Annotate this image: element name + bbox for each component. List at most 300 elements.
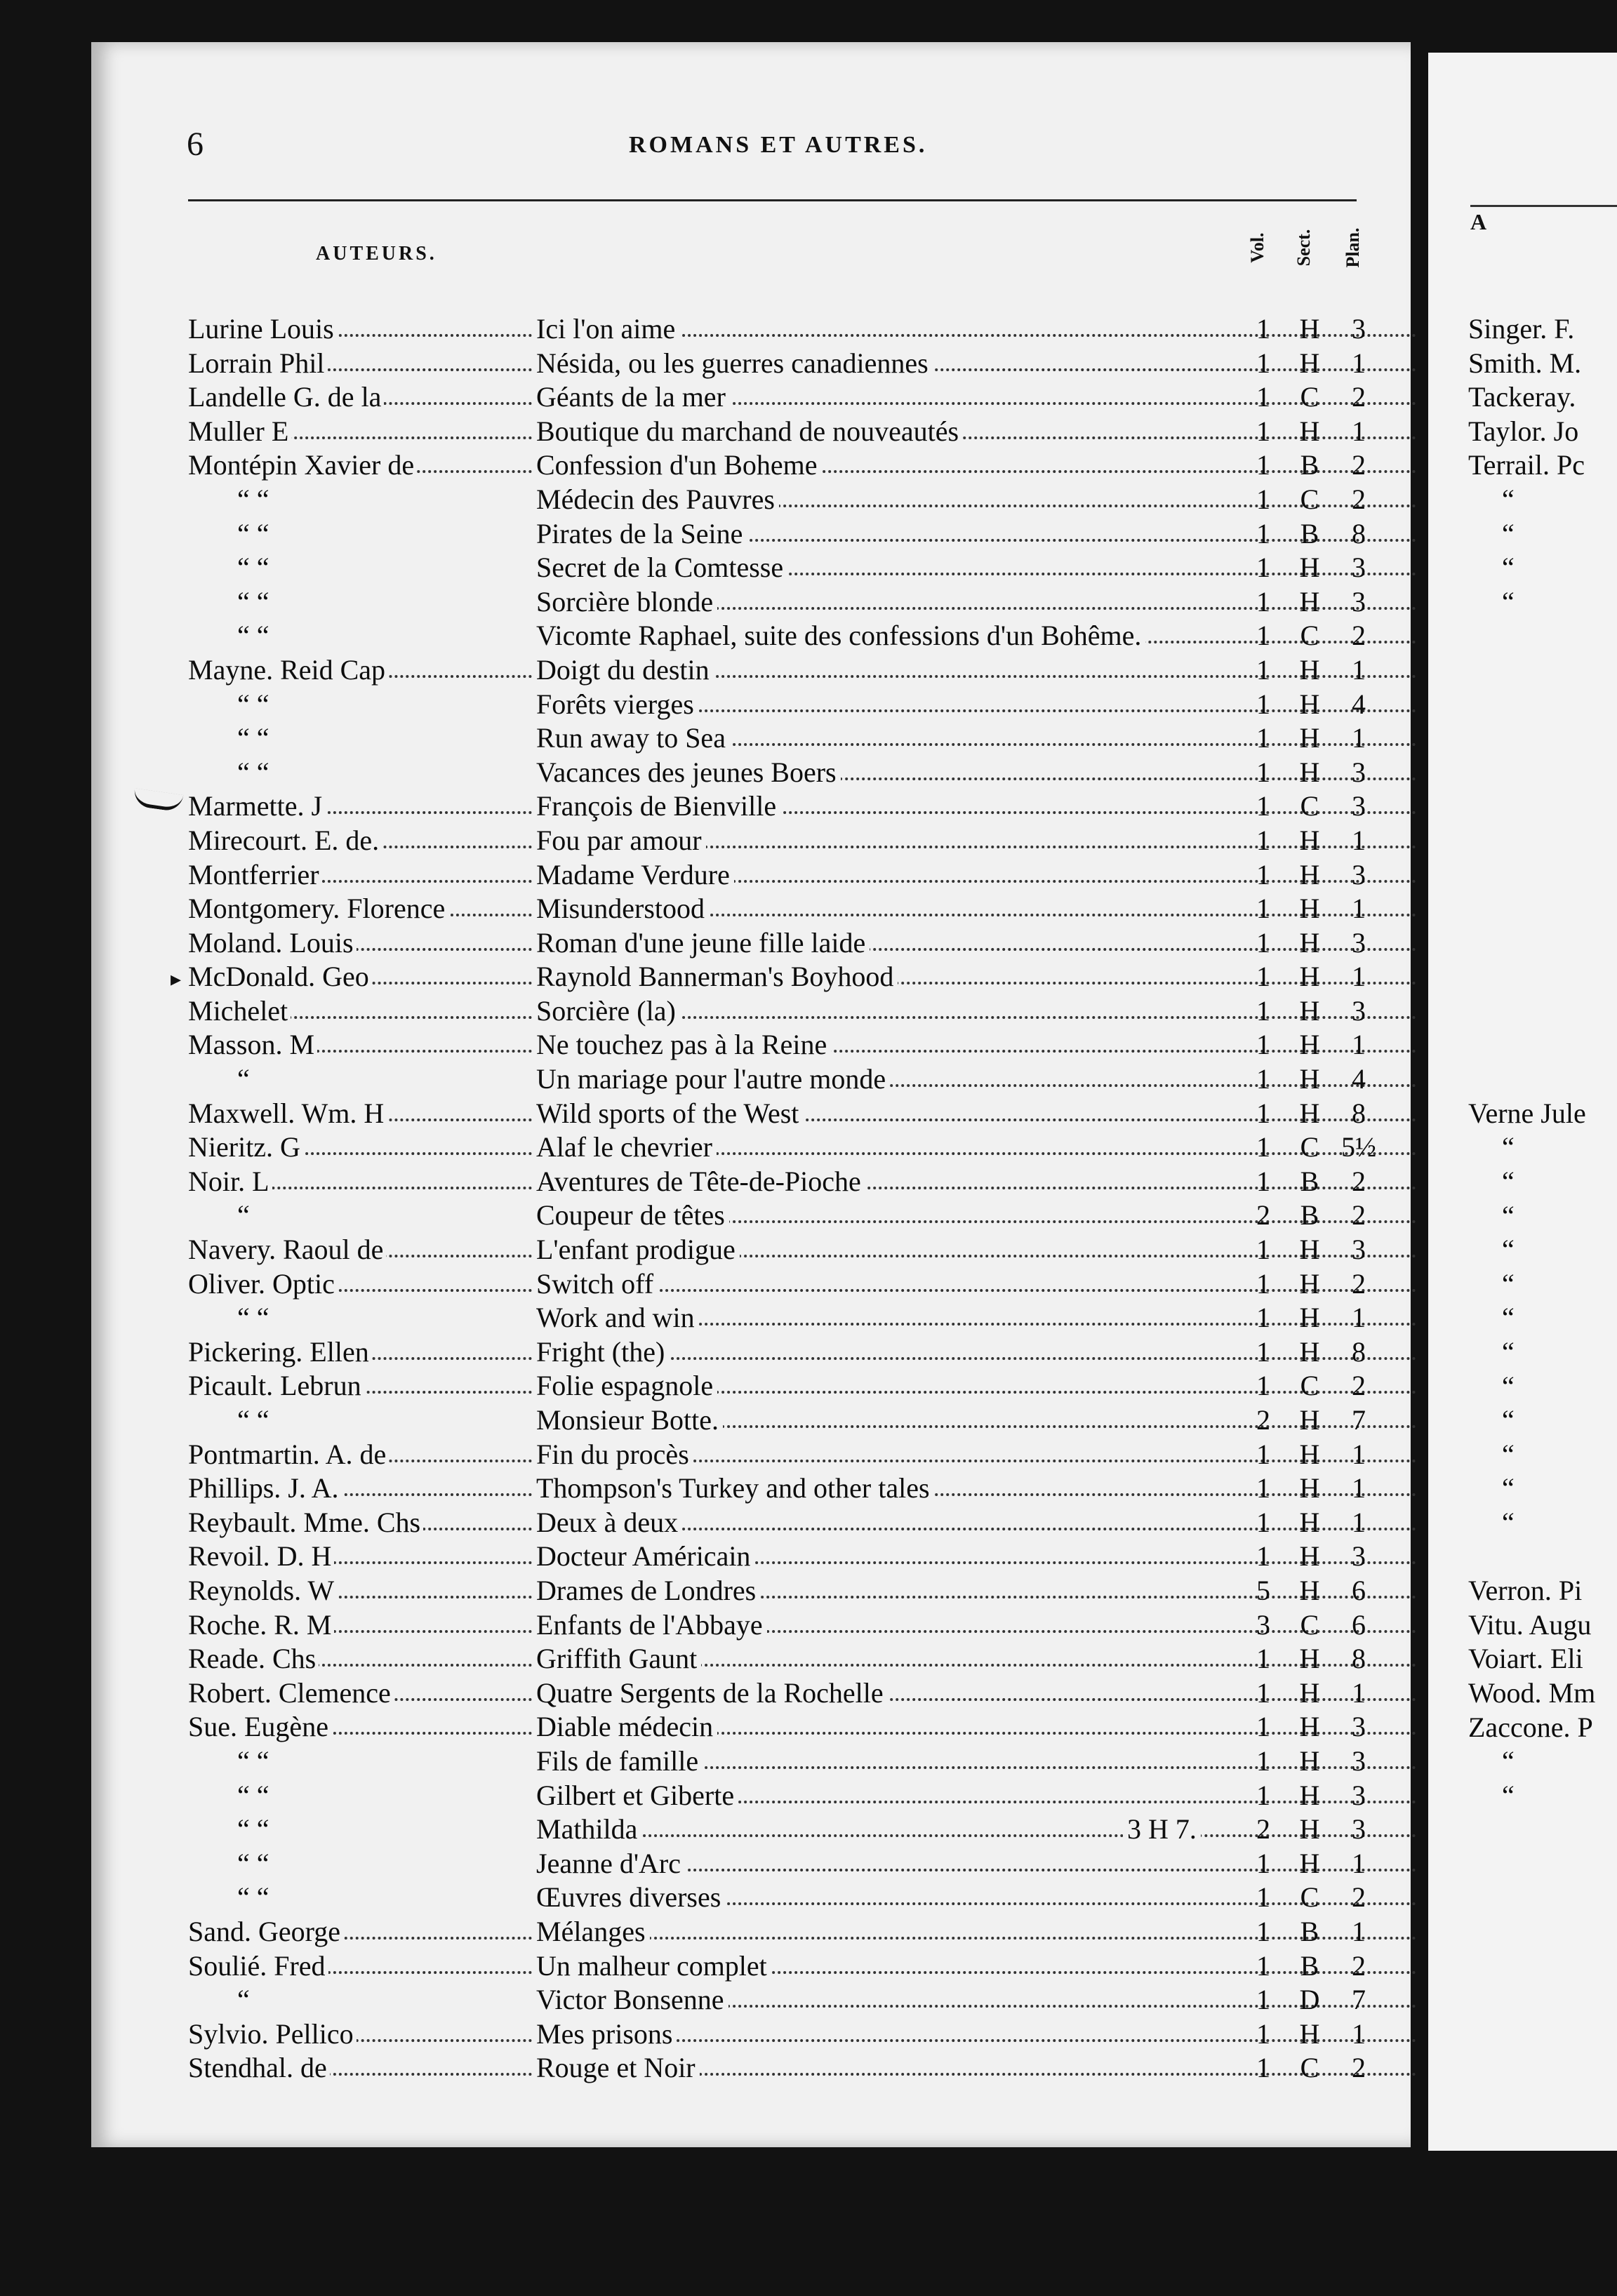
author-name: Mirecourt. E. de. xyxy=(188,825,382,856)
author-name: Reynolds. W xyxy=(188,1575,337,1606)
vol-cell: 1 xyxy=(1256,381,1270,413)
vol-cell: 1 xyxy=(1256,347,1270,379)
author-name: “ “ xyxy=(188,1404,272,1436)
author-cell xyxy=(188,1062,532,1095)
book-title: Drames de Londres xyxy=(536,1575,760,1606)
author-cell xyxy=(188,1471,532,1504)
vol-cell: 1 xyxy=(1256,961,1270,993)
author-name: “ xyxy=(188,1984,253,2015)
author-cell xyxy=(188,994,532,1027)
author-cell xyxy=(188,721,532,754)
plan-cell: 5½ xyxy=(1341,1131,1376,1163)
table-row xyxy=(188,1199,1381,1233)
right-page-entry: “ xyxy=(1502,1472,1515,1504)
plan-cell: 1 xyxy=(1352,961,1366,993)
author-cell xyxy=(188,312,532,345)
book-title: Quatre Sergents de la Rochelle xyxy=(536,1677,888,1709)
plan-cell: 7 xyxy=(1352,1404,1366,1436)
plan-cell: 3 xyxy=(1352,585,1366,618)
vol-cell: 1 xyxy=(1256,2017,1270,2050)
sect-cell: C xyxy=(1300,620,1319,652)
author-cell xyxy=(188,1097,532,1130)
table-row xyxy=(188,1710,1381,1744)
author-name: Soulié. Fred xyxy=(188,1950,328,1982)
sect-cell: C xyxy=(1300,1881,1319,1914)
sect-cell: H xyxy=(1299,1472,1320,1504)
author-name: Sylvio. Pellico xyxy=(188,2018,357,2050)
author-name: Landelle G. de la xyxy=(188,381,384,413)
catalog-table xyxy=(188,312,1381,2085)
book-title: Fright (the) xyxy=(536,1336,669,1368)
margin-note: 3 H 7. xyxy=(1123,1813,1201,1846)
book-title: Fou par amour xyxy=(536,825,706,856)
sect-cell: H xyxy=(1299,1676,1320,1709)
right-page-entry: Voiart. Eli xyxy=(1468,1643,1583,1675)
table-row xyxy=(188,2051,1381,2085)
book-title: Victor Bonsenne xyxy=(536,1984,728,2015)
author-cell xyxy=(188,960,532,993)
vol-cell: 1 xyxy=(1256,790,1270,822)
vol-cell: 1 xyxy=(1256,313,1270,345)
vol-cell: 1 xyxy=(1256,722,1270,754)
book-title: Secret de la Comtesse xyxy=(536,552,787,583)
vol-cell: 1 xyxy=(1256,1744,1270,1777)
table-row xyxy=(188,1540,1381,1574)
author-cell xyxy=(188,1233,532,1266)
vol-cell: 1 xyxy=(1256,1335,1270,1368)
author-name: Marmette. J xyxy=(188,790,325,822)
sect-cell: H xyxy=(1299,347,1320,379)
author-cell xyxy=(188,1199,532,1232)
vol-cell: 2 xyxy=(1256,1404,1270,1436)
plan-cell: 6 xyxy=(1352,1608,1366,1641)
sect-cell: C xyxy=(1300,483,1319,515)
table-row xyxy=(188,824,1381,858)
book-title: Diable médecin xyxy=(536,1711,717,1742)
author-name: Mayne. Reid Cap xyxy=(188,654,388,686)
sect-cell: H xyxy=(1299,653,1320,686)
sect-cell: B xyxy=(1300,1949,1319,1982)
right-page-entry: “ xyxy=(1502,517,1515,549)
plan-cell: 2 xyxy=(1352,1370,1366,1402)
vol-cell: 1 xyxy=(1256,1847,1270,1879)
sect-cell: C xyxy=(1300,1608,1319,1641)
table-row xyxy=(188,892,1381,926)
right-page-entry: “ xyxy=(1502,1131,1515,1163)
vol-cell: 1 xyxy=(1256,858,1270,890)
book-title: Docteur Américain xyxy=(536,1540,754,1572)
author-name: Picault. Lebrun xyxy=(188,1370,364,1401)
author-cell xyxy=(188,1881,532,1914)
sect-cell: H xyxy=(1299,1097,1320,1129)
vol-cell: 1 xyxy=(1256,1643,1270,1675)
header-rule xyxy=(188,199,1357,201)
table-row xyxy=(188,688,1381,722)
sect-cell: H xyxy=(1299,824,1320,856)
right-page-entry: Terrail. Pc xyxy=(1468,449,1585,481)
author-cell xyxy=(188,1710,532,1743)
sect-cell: H xyxy=(1299,858,1320,890)
right-page-entry: Smith. M. xyxy=(1468,347,1582,379)
book-title: Un malheur complet xyxy=(536,1950,771,1982)
table-row xyxy=(188,1097,1381,1131)
author-cell xyxy=(188,585,532,618)
sect-cell: B xyxy=(1300,449,1319,481)
author-name: Montépin Xavier de xyxy=(188,449,417,481)
right-page-entry: Verron. Pi xyxy=(1468,1575,1583,1607)
book-title: Deux à deux xyxy=(536,1507,682,1538)
author-name: Maxwell. Wm. H xyxy=(188,1097,387,1129)
sect-cell: H xyxy=(1299,961,1320,993)
book-title: Monsieur Botte. xyxy=(536,1404,723,1436)
vol-cell: 1 xyxy=(1256,1234,1270,1266)
author-cell xyxy=(188,517,532,550)
plan-cell: 3 xyxy=(1352,1711,1366,1743)
author-cell xyxy=(188,1267,532,1300)
table-row xyxy=(188,789,1381,824)
book-title: Alaf le chevrier xyxy=(536,1131,717,1163)
author-name: “ “ xyxy=(188,1780,272,1811)
book-title: Enfants de l'Abbaye xyxy=(536,1609,767,1641)
right-page-entry: “ xyxy=(1502,1302,1515,1334)
book-title: Roman d'une jeune fille laide xyxy=(536,927,870,959)
author-cell xyxy=(188,1130,532,1163)
handwritten-tick: ▸ xyxy=(171,968,182,991)
vol-cell: 1 xyxy=(1256,1165,1270,1197)
vol-cell: 1 xyxy=(1256,1915,1270,1947)
vol-cell: 1 xyxy=(1256,653,1270,686)
author-cell xyxy=(188,653,532,686)
table-row xyxy=(188,1779,1381,1813)
plan-cell: 2 xyxy=(1352,1199,1366,1232)
right-page-entry: “ xyxy=(1502,1234,1515,1266)
vol-cell: 2 xyxy=(1256,1813,1270,1846)
table-row xyxy=(188,2017,1381,2052)
author-cell xyxy=(188,892,532,925)
author-name: Sand. George xyxy=(188,1916,343,1947)
sect-column-header: Sect. xyxy=(1293,229,1314,267)
author-cell xyxy=(188,380,532,413)
table-row xyxy=(188,721,1381,756)
plan-cell: 4 xyxy=(1352,1063,1366,1095)
plan-cell: 1 xyxy=(1352,653,1366,686)
author-name: Pickering. Ellen xyxy=(188,1336,372,1368)
author-cell xyxy=(188,824,532,857)
sect-cell: H xyxy=(1299,1438,1320,1470)
table-row xyxy=(188,756,1381,790)
book-title: Gilbert et Giberte xyxy=(536,1780,738,1811)
author-cell xyxy=(188,1165,532,1198)
author-cell xyxy=(188,2017,532,2050)
table-row xyxy=(188,926,1381,961)
vol-cell: 1 xyxy=(1256,620,1270,652)
sect-cell: H xyxy=(1299,722,1320,754)
table-row xyxy=(188,653,1381,688)
author-name: Michelet xyxy=(188,995,291,1027)
book-title: Vacances des jeunes Boers xyxy=(536,756,841,788)
book-title: Thompson's Turkey and other tales xyxy=(536,1472,934,1504)
plan-cell: 3 xyxy=(1352,926,1366,959)
vol-cell: 1 xyxy=(1256,415,1270,447)
sect-cell: H xyxy=(1299,1813,1320,1846)
right-page-entry: Taylor. Jo xyxy=(1468,415,1579,447)
sect-cell: H xyxy=(1299,415,1320,447)
author-cell xyxy=(188,1369,532,1402)
sect-cell: H xyxy=(1299,1711,1320,1743)
book-title: Doigt du destin xyxy=(536,654,714,686)
table-row xyxy=(188,858,1381,893)
vol-cell: 1 xyxy=(1256,1370,1270,1402)
vol-cell: 2 xyxy=(1256,1199,1270,1232)
sect-cell: H xyxy=(1299,2017,1320,2050)
vol-cell: 1 xyxy=(1256,1540,1270,1573)
plan-cell: 3 xyxy=(1352,858,1366,890)
plan-cell: 1 xyxy=(1352,722,1366,754)
plan-cell: 3 xyxy=(1352,790,1366,822)
plan-cell: 3 xyxy=(1352,1779,1366,1811)
sect-cell: H xyxy=(1299,1847,1320,1879)
vol-cell: 1 xyxy=(1256,893,1270,925)
table-row xyxy=(188,1233,1381,1267)
table-row xyxy=(188,1881,1381,1915)
vol-cell: 1 xyxy=(1256,1472,1270,1504)
vol-cell: 1 xyxy=(1256,1267,1270,1300)
author-cell xyxy=(188,1642,532,1675)
author-cell xyxy=(188,1608,532,1641)
table-row xyxy=(188,994,1381,1029)
table-row xyxy=(188,1267,1381,1302)
book-title: Ne touchez pas à la Reine xyxy=(536,1029,831,1060)
table-row xyxy=(188,1915,1381,1949)
table-row xyxy=(188,1130,1381,1165)
table-row xyxy=(188,1471,1381,1506)
book-title: Mathilda xyxy=(536,1813,641,1845)
book-title: Médecin des Pauvres xyxy=(536,483,779,515)
author-cell xyxy=(188,926,532,959)
table-row xyxy=(188,1949,1381,1984)
plan-cell: 1 xyxy=(1352,1302,1366,1334)
author-name: “ “ xyxy=(188,722,272,754)
vol-cell: 1 xyxy=(1256,585,1270,618)
authors-column-header: AUTEURS. xyxy=(316,243,437,265)
vol-cell: 1 xyxy=(1256,1881,1270,1914)
sect-cell: C xyxy=(1300,1370,1319,1402)
author-name: McDonald. Geo xyxy=(188,961,372,992)
book-title: Madame Verdure xyxy=(536,859,734,890)
author-cell xyxy=(188,551,532,584)
vol-cell: 1 xyxy=(1256,2052,1270,2084)
vol-cell: 1 xyxy=(1256,1302,1270,1334)
plan-cell: 3 xyxy=(1352,552,1366,584)
author-name: “ “ xyxy=(188,688,272,720)
vol-cell: 1 xyxy=(1256,1063,1270,1095)
author-name: Moland. Louis xyxy=(188,927,357,959)
sect-cell: B xyxy=(1300,1165,1319,1197)
book-title: Sorcière (la) xyxy=(536,995,680,1027)
plan-cell: 2 xyxy=(1352,1267,1366,1300)
table-row xyxy=(188,1642,1381,1676)
book-title: François de Bienville xyxy=(536,790,780,822)
sect-cell: C xyxy=(1300,2052,1319,2084)
sect-cell: H xyxy=(1299,1744,1320,1777)
plan-cell: 8 xyxy=(1352,1097,1366,1129)
author-cell xyxy=(188,448,532,481)
author-name: Muller E xyxy=(188,415,291,447)
plan-cell: 3 xyxy=(1352,1744,1366,1777)
sect-cell: H xyxy=(1299,926,1320,959)
vol-cell: 3 xyxy=(1256,1608,1270,1641)
plan-cell: 8 xyxy=(1352,1643,1366,1675)
right-page-entry: “ xyxy=(1502,1404,1515,1436)
book-title: Géants de la mer xyxy=(536,381,730,413)
right-page-entry: “ xyxy=(1502,1507,1515,1538)
page-number: 6 xyxy=(187,126,204,163)
plan-cell: 3 xyxy=(1352,1540,1366,1573)
sect-cell: H xyxy=(1299,893,1320,925)
author-cell xyxy=(188,1676,532,1709)
plan-cell: 2 xyxy=(1352,1165,1366,1197)
sect-cell: H xyxy=(1299,1643,1320,1675)
sect-cell: C xyxy=(1300,381,1319,413)
plan-cell: 1 xyxy=(1352,1472,1366,1504)
author-cell xyxy=(188,415,532,448)
plan-cell: 7 xyxy=(1352,1984,1366,2016)
author-cell xyxy=(188,1028,532,1061)
table-row xyxy=(188,1983,1381,2017)
vol-cell: 5 xyxy=(1256,1574,1270,1606)
author-cell xyxy=(188,2051,532,2084)
book-title: Griffith Gaunt xyxy=(536,1643,701,1674)
book-title: Coupeur de têtes xyxy=(536,1199,729,1231)
plan-cell: 1 xyxy=(1352,347,1366,379)
table-row xyxy=(188,1403,1381,1438)
plan-cell: 2 xyxy=(1352,1949,1366,1982)
right-page-entry: Vitu. Augu xyxy=(1468,1608,1592,1641)
table-row xyxy=(188,585,1381,620)
author-name: Pontmartin. A. de xyxy=(188,1439,389,1470)
author-name: “ “ xyxy=(188,586,272,618)
plan-cell: 1 xyxy=(1352,893,1366,925)
book-title: Vicomte Raphael, suite des confessions d'un Bohême. xyxy=(536,620,1145,651)
page-header: ROMANS ET AUTRES. xyxy=(629,132,928,158)
table-row xyxy=(188,517,1381,552)
author-cell xyxy=(188,619,532,652)
book-title: Mélanges xyxy=(536,1916,650,1947)
plan-cell: 2 xyxy=(1352,620,1366,652)
author-name: Roche. R. M xyxy=(188,1609,334,1641)
vol-cell: 1 xyxy=(1256,1711,1270,1743)
right-page-header: A xyxy=(1470,209,1490,234)
table-row xyxy=(188,1813,1381,1847)
author-cell xyxy=(188,1403,532,1436)
author-cell xyxy=(188,1540,532,1573)
vol-cell: 1 xyxy=(1256,1984,1270,2016)
plan-cell: 3 xyxy=(1352,1813,1366,1846)
table-row xyxy=(188,415,1381,449)
plan-cell: 2 xyxy=(1352,483,1366,515)
author-name: “ “ xyxy=(188,1302,272,1333)
plan-cell: 1 xyxy=(1352,1438,1366,1470)
author-name: Nieritz. G xyxy=(188,1131,303,1163)
author-cell xyxy=(188,1779,532,1812)
book-title: Raynold Bannerman's Boyhood xyxy=(536,961,898,992)
vol-cell: 1 xyxy=(1256,1949,1270,1982)
author-name: Navery. Raoul de xyxy=(188,1234,386,1265)
plan-cell: 3 xyxy=(1352,313,1366,345)
book-title: Run away to Sea xyxy=(536,722,730,754)
vol-cell: 1 xyxy=(1256,824,1270,856)
plan-cell: 2 xyxy=(1352,449,1366,481)
table-row xyxy=(188,551,1381,585)
book-title: Switch off xyxy=(536,1268,658,1300)
author-cell xyxy=(188,1574,532,1607)
right-page-entry: “ xyxy=(1502,1267,1515,1300)
author-name: “ “ xyxy=(188,756,272,788)
book-title: Mes prisons xyxy=(536,2018,677,2050)
author-name: Lorrain Phil xyxy=(188,347,327,379)
author-cell xyxy=(188,688,532,721)
plan-cell: 1 xyxy=(1352,415,1366,447)
author-name: Revoil. D. H xyxy=(188,1540,334,1572)
table-row xyxy=(188,1744,1381,1779)
vol-cell: 1 xyxy=(1256,688,1270,720)
book-title: Ici l'on aime xyxy=(536,313,679,345)
book-title: Forêts vierges xyxy=(536,688,698,720)
sect-cell: H xyxy=(1299,1540,1320,1573)
author-name: “ “ xyxy=(188,552,272,583)
author-name: “ “ xyxy=(188,483,272,515)
plan-cell: 3 xyxy=(1352,1234,1366,1266)
plan-cell: 2 xyxy=(1352,1881,1366,1914)
plan-cell: 6 xyxy=(1352,1574,1366,1606)
plan-cell: 1 xyxy=(1352,1847,1366,1879)
author-cell xyxy=(188,858,532,891)
vol-column-header: Vol. xyxy=(1247,232,1267,263)
author-cell xyxy=(188,1438,532,1471)
table-row xyxy=(188,1574,1381,1608)
author-cell xyxy=(188,1983,532,2016)
sect-cell: H xyxy=(1299,1404,1320,1436)
right-page-entry: “ xyxy=(1502,1199,1515,1232)
author-cell xyxy=(188,756,532,789)
table-row xyxy=(188,1506,1381,1540)
table-row xyxy=(188,483,1381,517)
plan-cell: 8 xyxy=(1352,1335,1366,1368)
book-title: Fin du procès xyxy=(536,1439,693,1470)
book-title: Confession d'un Boheme xyxy=(536,449,822,481)
book-title: Œuvres diverses xyxy=(536,1881,725,1913)
table-row xyxy=(188,347,1381,381)
sect-cell: H xyxy=(1299,994,1320,1027)
right-page-entry: “ xyxy=(1502,585,1515,618)
author-cell xyxy=(188,347,532,380)
sect-cell: H xyxy=(1299,1335,1320,1368)
right-page-entry: “ xyxy=(1502,483,1515,515)
vol-cell: 1 xyxy=(1256,517,1270,549)
plan-cell: 1 xyxy=(1352,1676,1366,1709)
author-cell xyxy=(188,1301,532,1334)
table-row xyxy=(188,1062,1381,1097)
table-row xyxy=(188,619,1381,653)
book-title: Folie espagnole xyxy=(536,1370,717,1401)
author-name: “ “ xyxy=(188,1745,272,1777)
table-row xyxy=(188,448,1381,483)
author-name: “ “ xyxy=(188,620,272,651)
book-title: Fils de famille xyxy=(536,1745,703,1777)
book-title: Rouge et Noir xyxy=(536,2052,700,2083)
right-page-entry: “ xyxy=(1502,1438,1515,1470)
author-name: Phillips. J. A. xyxy=(188,1472,342,1504)
